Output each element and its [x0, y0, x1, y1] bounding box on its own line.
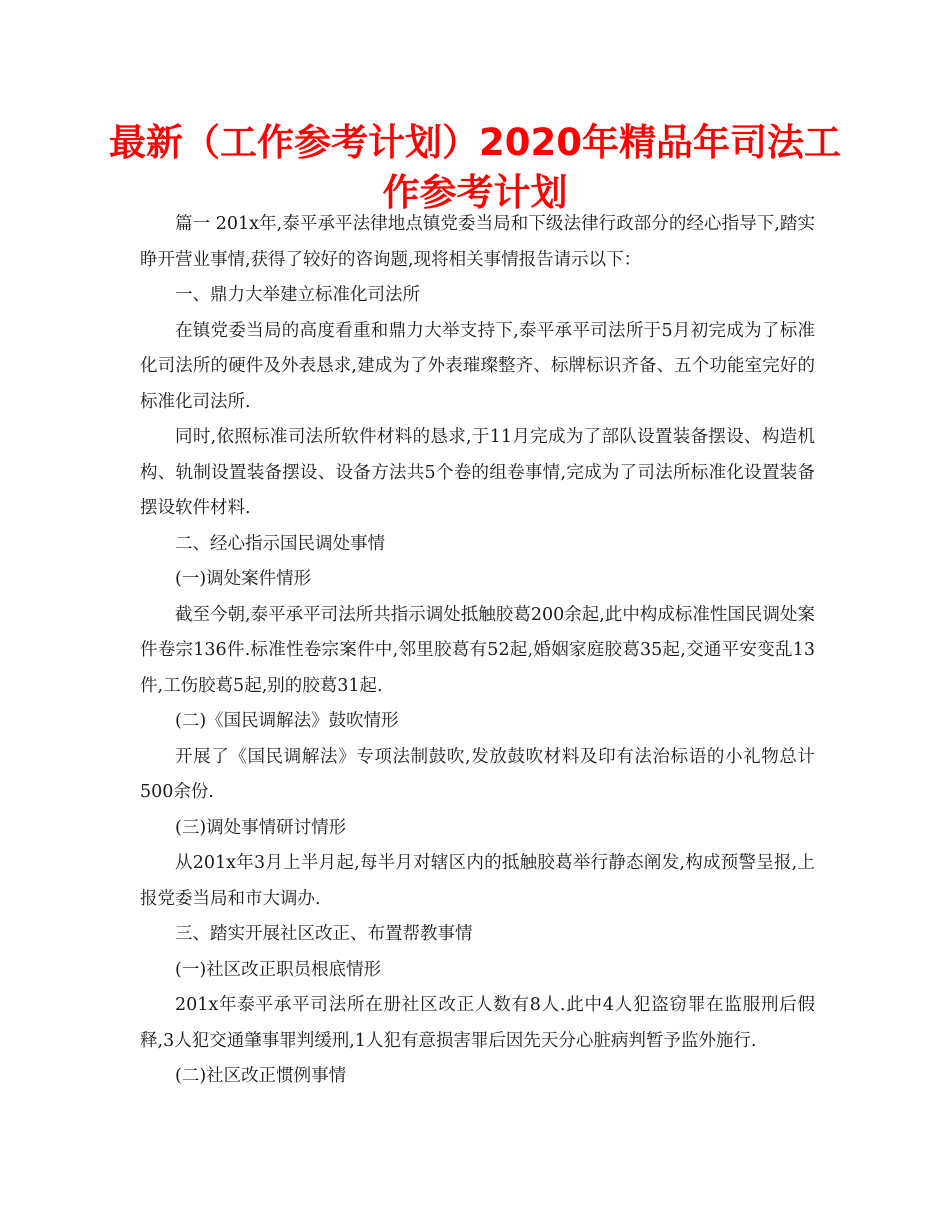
document-title: 最新（工作参考计划）2020年精品年司法工作参考计划 — [109, 121, 841, 214]
paragraph: 截至今朝,泰平承平司法所共指示调处抵触胶葛200余起,此中构成标准性国民调处案件卷宗136件.标准性卷宗案件中,邻里胶葛有52起,婚姻家庭胶葛35起,交通平安变乱13件,工伤胶葛5起,别的胶葛31起. — [140, 604, 815, 696]
subsection-heading: (三)调处事情研讨情形 — [175, 817, 347, 838]
paragraph: 同时,依照标准司法所软件材料的恳求,于11月完成为了部队设置装备摆设、构造机构、轨制设置装备摆设、设备方法共5个卷的组卷事情,完成为了司法所标准化设置装备摆设软件材料. — [140, 427, 815, 518]
paragraph: 在镇党委当局的高度看重和鼎力大举支持下,泰平承平司法所于5月初完成为了标准化司法所的硬件及外表恳求,建成为了外表璀璨整齐、标牌标识齐备、五个功能室完好的标准化司法所. — [140, 320, 815, 412]
section-heading: 一、鼎力大举建立标准化司法所 — [175, 285, 420, 305]
paragraph: 篇一 201x年,泰平承平法律地点镇党委当局和下级法律行政部分的经心指导下,踏实睁开营业事情,获得了较好的咨询题,现将相关事情报告请示以下： — [140, 214, 815, 270]
paragraph: 从201x年3月上半月起,每半月对辖区内的抵触胶葛举行静态阐发,构成预警呈报,上报党委当局和市大调办. — [140, 853, 815, 909]
subsection-heading: (二)《国民调解法》鼓吹情形 — [175, 711, 399, 731]
paragraph: 开展了《国民调解法》专项法制鼓吹,发放鼓吹材料及印有法治标语的小礼物总计500余份. — [140, 746, 815, 802]
subsection-heading: (一)调处案件情形 — [175, 569, 312, 589]
section-heading: 二、经心指示国民调处事情 — [175, 533, 385, 554]
section-heading: 三、踏实开展社区改正、布置帮教事情 — [175, 924, 473, 944]
paragraph: 201x年泰平承平司法所在册社区改正人数有8人.此中4人犯盗窃罪在监服刑后假释,3人犯交通肇事罪判缓刑,1人犯有意损害罪后因先天分心脏病判暂予监外施行. — [140, 995, 815, 1051]
subsection-heading: (一)社区改正职员根底情形 — [175, 959, 382, 980]
subsection-heading: (二)社区改正惯例事情 — [175, 1066, 347, 1086]
document-body — [140, 207, 815, 1095]
